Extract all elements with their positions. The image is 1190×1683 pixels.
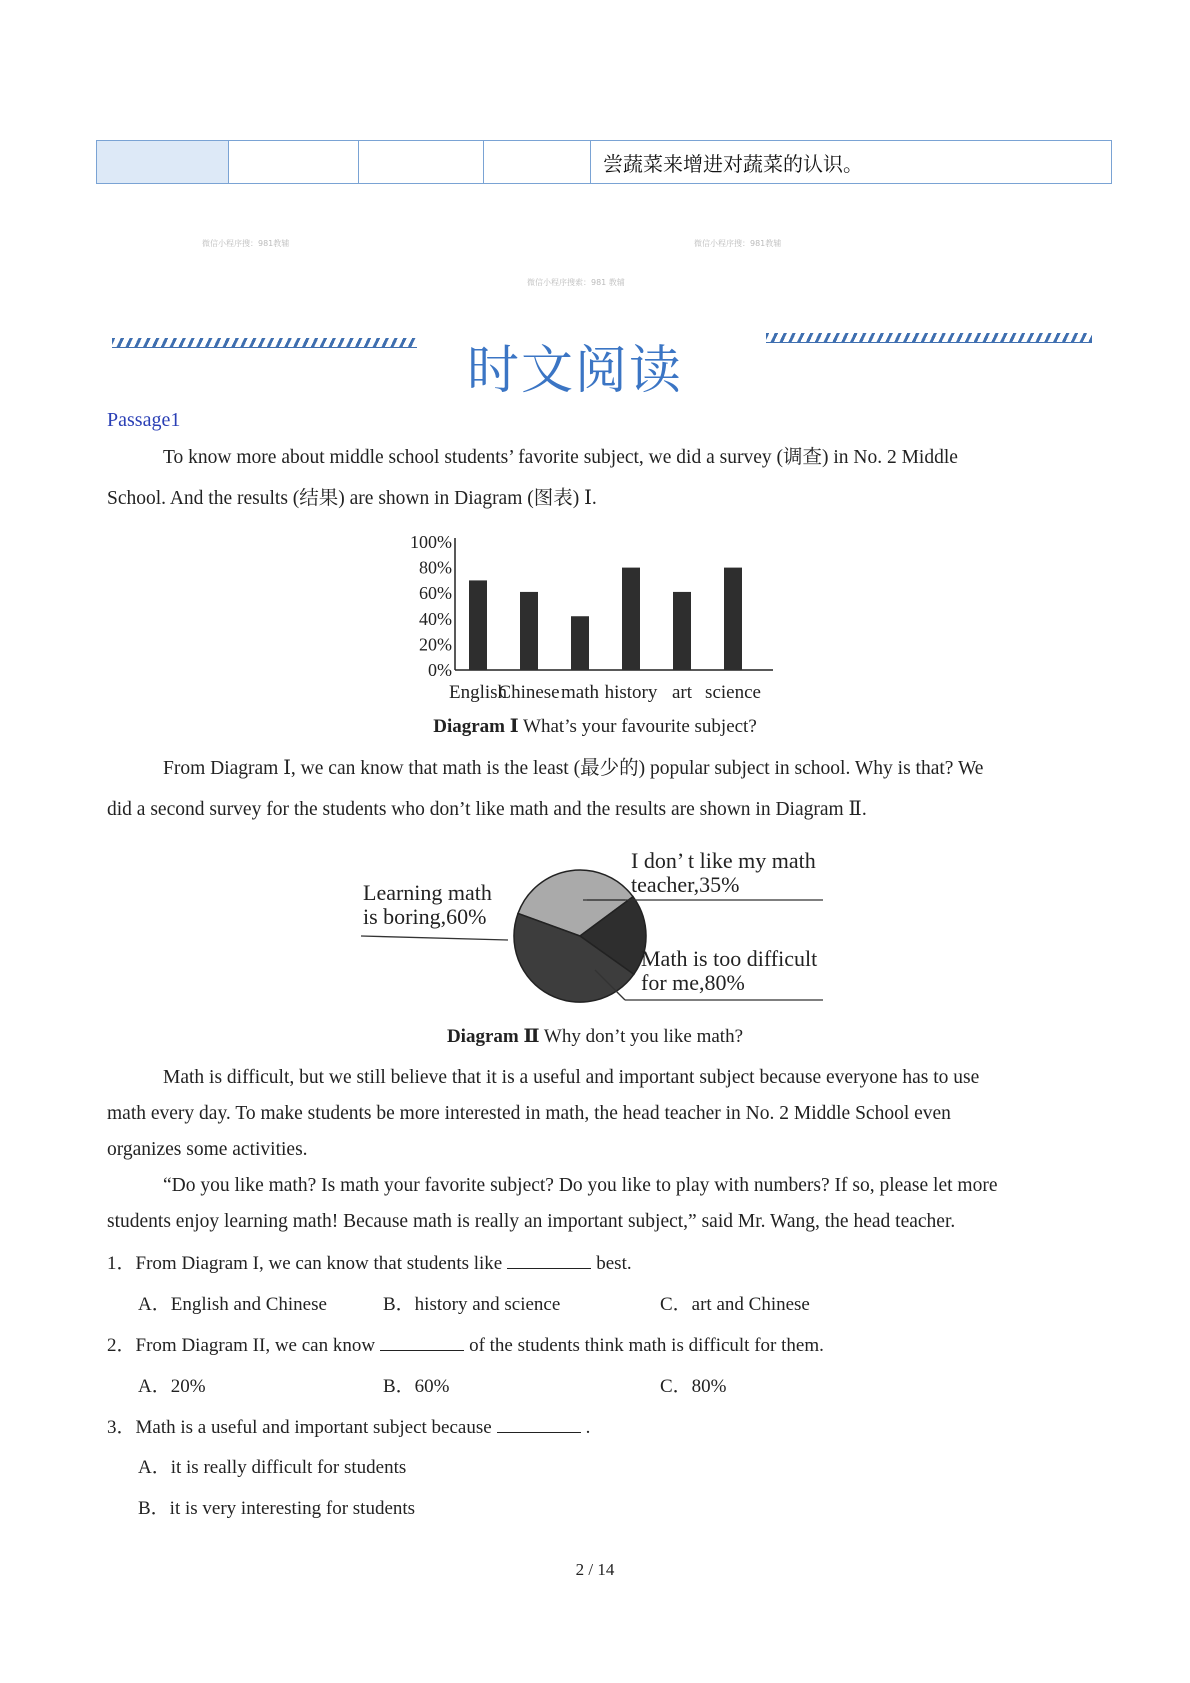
paragraph-line: “Do you like math? Is math your favorite subject? Do you like to play with numbers? If so, please let more [163, 1175, 998, 1196]
header-decoration-left [112, 338, 417, 348]
x-tick-label: English [448, 682, 508, 703]
option[interactable]: A．English and Chinese [138, 1294, 327, 1315]
option[interactable]: B．history and science [383, 1294, 561, 1315]
bar-art [673, 592, 691, 670]
diagram2-caption-text: Why don’t you like math? [543, 1026, 744, 1047]
y-tick-label: 40% [419, 608, 452, 629]
bar-history [622, 568, 640, 670]
table-cell [97, 141, 229, 184]
answer-blank[interactable] [380, 1334, 464, 1351]
bar-science [724, 568, 742, 670]
x-tick-label: art [671, 682, 693, 703]
pie-label-difficult: Math is too difficult [641, 946, 818, 971]
question-text: From Diagram II, we can know [135, 1335, 376, 1356]
bar-Chinese [520, 592, 538, 670]
diagram1-caption [0, 715, 1190, 738]
diagram1-label: Diagram Ⅰ [433, 716, 519, 737]
top-table [96, 140, 1112, 184]
option[interactable]: B．it is very interesting for students [138, 1498, 416, 1519]
table-cell [484, 141, 591, 184]
question-text: . [585, 1417, 591, 1438]
watermark: 微信小程序搜索：981 教辅 [527, 278, 625, 287]
table-cell-text: 尝蔬菜来增进对蔬菜的认识。 [591, 141, 1112, 184]
pie-label-teacher: teacher,35% [631, 872, 740, 897]
option[interactable]: A．it is really difficult for students [138, 1457, 407, 1478]
option[interactable]: C．art and Chinese [660, 1294, 810, 1315]
question-number: 2． [107, 1335, 136, 1356]
diagram2-pie-chart [355, 838, 835, 1008]
question-text: Math is a useful and important subject because [135, 1417, 492, 1438]
question-number: 3． [107, 1417, 136, 1438]
paragraph [107, 748, 1085, 830]
paragraph-line: math every day. To make students be more interested in math, the head teacher in No. 2 Middle School even [107, 1103, 951, 1124]
paragraph [107, 1168, 1085, 1240]
question-text: of the students think math is difficult for them. [469, 1335, 824, 1356]
paragraph-line: To know more about middle school students’ favorite subject, we did a survey (调查) in No. 2 Middle [163, 447, 958, 468]
question-2 [107, 1330, 824, 1357]
bar-math [571, 616, 589, 670]
y-tick-label: 20% [419, 634, 452, 655]
answer-blank[interactable] [497, 1416, 581, 1433]
y-tick-label: 80% [419, 557, 452, 578]
bar-English [469, 580, 487, 670]
header-decoration-right [766, 333, 1092, 343]
question-text: From Diagram I, we can know that students like [135, 1253, 503, 1274]
paragraph [107, 437, 1085, 519]
pie-label-boring: Learning math [363, 880, 492, 905]
pie-label-difficult: for me,80% [641, 970, 745, 995]
option[interactable]: C．80% [660, 1376, 727, 1397]
table-cell [229, 141, 359, 184]
x-tick-label: math [561, 682, 599, 703]
pie-label-teacher: I don’ t like my math [631, 848, 816, 873]
paragraph-line: School. And the results (结果) are shown in Diagram (图表) Ⅰ. [107, 488, 597, 509]
x-tick-label: history [604, 682, 658, 703]
diagram2-label: Diagram Ⅱ [446, 1026, 540, 1047]
question-text: best. [596, 1253, 632, 1274]
y-tick-label: 60% [419, 583, 452, 604]
paragraph-line: organizes some activities. [107, 1139, 308, 1160]
watermark: 微信小程序搜：981教辅 [202, 239, 290, 248]
question-1 [107, 1248, 632, 1275]
diagram2-caption [0, 1025, 1190, 1048]
paragraph-line: Math is difficult, but we still believe that it is a useful and important subject because everyone has to use [163, 1067, 980, 1088]
x-tick-label: Chinese [498, 682, 560, 703]
y-tick-label: 100% [410, 532, 452, 552]
paragraph-line: students enjoy learning math! Because math is really an important subject,” said Mr. Wang, the head teacher. [107, 1211, 956, 1232]
diagram1-caption-text: What’s your favourite subject? [523, 716, 757, 737]
diagram1-bar-chart [400, 530, 790, 710]
option[interactable]: A．20% [138, 1376, 206, 1397]
question-number: 1． [107, 1253, 136, 1274]
pie-label-boring: is boring,60% [363, 904, 487, 929]
paragraph-line: did a second survey for the students who don’t like math and the results are shown in Diagram Ⅱ. [107, 799, 867, 820]
watermark: 微信小程序搜：981教辅 [694, 239, 782, 248]
option[interactable]: B．60% [383, 1376, 450, 1397]
page-number: 2 / 14 [575, 1560, 615, 1579]
question-3 [107, 1412, 590, 1439]
passage-label: Passage1 [107, 409, 181, 431]
paragraph [107, 1060, 1085, 1168]
section-title: 时文阅读 [466, 341, 683, 401]
paragraph-line: From Diagram Ⅰ, we can know that math is the least (最少的) popular subject in school. Why is that? We [163, 758, 984, 779]
table-cell [359, 141, 484, 184]
x-tick-label: science [705, 682, 761, 703]
y-tick-label: 0% [428, 660, 452, 680]
answer-blank[interactable] [507, 1252, 591, 1269]
